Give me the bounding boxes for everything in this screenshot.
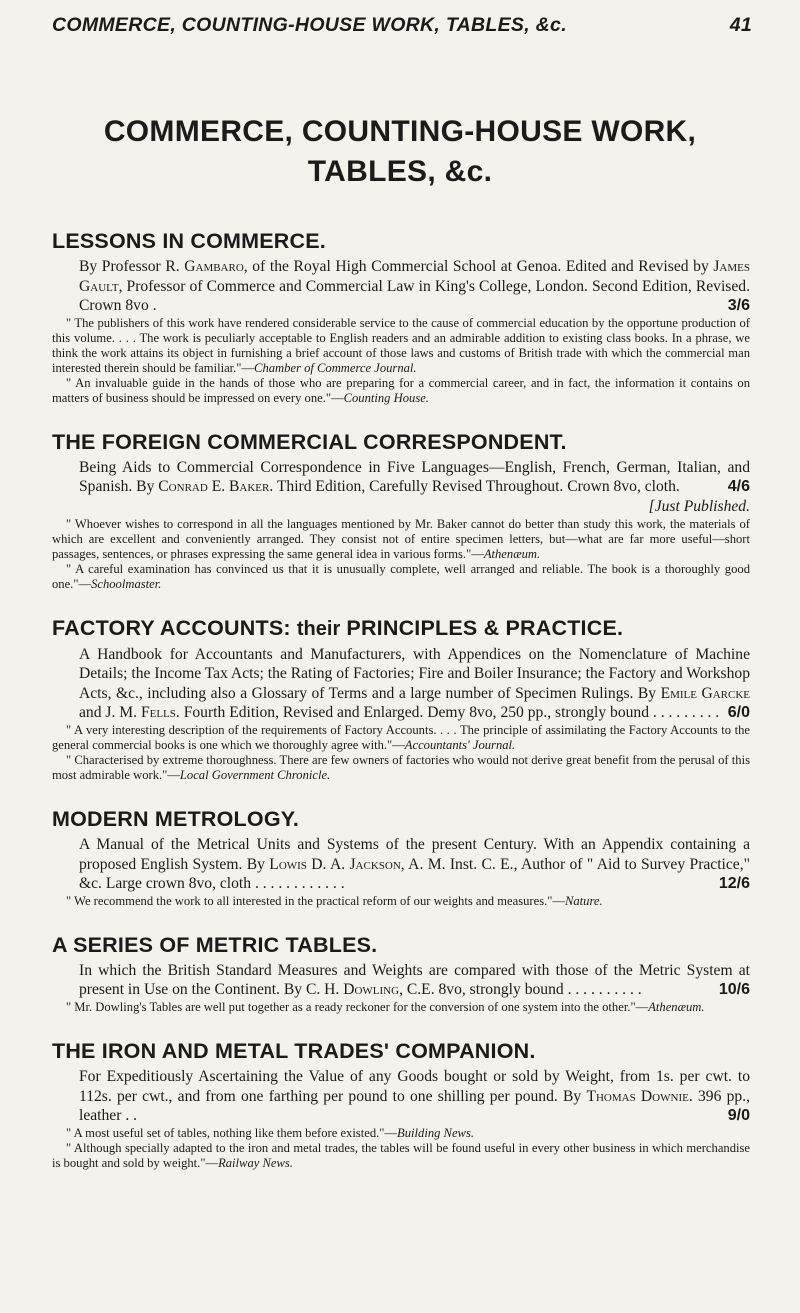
review-quote: " A very interesting description of the requirements of Factory Accounts. . . . The principle of assimilating the Factory Accounts to the general commercial books is one which we thoroughly agree with."—Accountants' Journal. (52, 722, 750, 752)
listing-metric-tables (52, 932, 750, 1015)
review-quote: " Although specially adapted to the iron and metal trades, the tables will be found useful in every other business in which merchandise is bought and sold by weight."—Railway News. (52, 1140, 750, 1170)
review-quote: " A careful examination has convinced us that it is unusually complete, well arranged and reliable. The book is a thoroughly good one."—Schoolmaster. (52, 561, 750, 591)
review-quote: " A most useful set of tables, nothing like them before existed."—Building News. (66, 1125, 474, 1140)
catalogue-listings (52, 228, 750, 1194)
review-source: Chamber of Commerce Journal. (254, 360, 417, 375)
listing-heading: FACTORY ACCOUNTS: their PRINCIPLES & PRACTICE. (52, 615, 624, 640)
price: 6/0 (727, 704, 750, 722)
author-name: Thomas Downie (586, 1087, 689, 1105)
review-source: Athenæum. (648, 999, 705, 1014)
listing-description: In which the British Standard Measures and Weights are compared with those of the Metric System at present in Use on the Continent. By C. H. Dowling, C.E. 8vo, strongly bound . . . . . . . . . . 10/6 (79, 961, 750, 999)
review-quote: " Mr. Dowling's Tables are well put together as a ready reckoner for the conversion of one system into the other."—Athenæum. (66, 999, 705, 1014)
listing-description: By Professor R. Gambaro, of the Royal High Commercial School at Genoa. Edited and Revised by James Gault, Professor of Commerce and Commercial Law in King's College, London. Second Edition, Revised. Crown 8vo . 3/6 (79, 258, 750, 315)
review-source: Building News. (397, 1125, 474, 1140)
review-source: Counting House. (343, 390, 429, 405)
listing-heading: LESSONS IN COMMERCE. (52, 229, 326, 253)
review-source: Railway News. (218, 1155, 293, 1170)
listing-lessons-in-commerce (52, 228, 750, 406)
page-number: 41 (729, 14, 752, 36)
review-quote: " Whoever wishes to correspond in all the languages mentioned by Mr. Baker cannot do better than study this work, the materials of which are excellent and conveniently arranged. They consist not of entire specimen letters, but—what are far more useful—short passages, sentences, or phrases expressing the same general idea in various forms."—Athenæum. (52, 516, 750, 561)
price: 12/6 (718, 875, 750, 893)
author-name: J. M. Fells (105, 704, 176, 722)
review-source: Schoolmaster. (91, 576, 162, 591)
author-name: Gambaro (184, 258, 244, 275)
page-title-line-1: COMMERCE, COUNTING-HOUSE WORK, (103, 115, 697, 148)
review-quote: " The publishers of this work have rendered considerable service to the cause of commercial education by the opportune production of this volume. . . . The work is peculiarly acceptable to English readers and an admirable addition to existing class books. In a phrase, we think the work attains its object in furnishing a brief account of those laws and customs of British trade with which the commercial man interested therein should be familiar."—Chamber of Commerce Journal. (52, 315, 750, 375)
editor-name: James Gault (79, 258, 750, 295)
listing-foreign-commercial-correspondent (52, 429, 750, 592)
listing-iron-and-metal-trades-companion (52, 1038, 750, 1171)
running-head (52, 14, 752, 42)
page-title (0, 112, 800, 192)
author-name: C. H. Dowling (305, 981, 400, 999)
review-quote: " Characterised by extreme thoroughness. There are few owners of factories who would not derive great benefit from the perusal of this most admirable work."—Local Government Chronicle. (52, 752, 750, 782)
author-name: Lowis D. A. Jackson (269, 855, 401, 873)
listing-heading: A SERIES OF METRIC TABLES. (52, 932, 378, 957)
running-head-title: COMMERCE, COUNTING-HOUSE WORK, TABLES, &c. (52, 14, 567, 36)
publication-note: [Just Published. (648, 497, 750, 515)
price: 4/6 (727, 478, 750, 496)
price: 9/0 (727, 1107, 750, 1125)
review-source: Nature. (564, 893, 603, 908)
review-quote: " We recommend the work to all interested in the practical reform of our weights and measures."—Nature. (66, 893, 603, 908)
listing-description: A Manual of the Metrical Units and Systems of the present Century. With an Appendix containing a proposed English System. By Lowis D. A. Jackson, A. M. Inst. C. E., Author of " Aid to Survey Practice," &c. Large crown 8vo, cloth . . . . . . . . . . . . 12/6 (79, 835, 750, 893)
price: 10/6 (718, 981, 750, 999)
author-name: Conrad E. Baker (158, 478, 270, 496)
review-source: Accountants' Journal. (404, 737, 516, 752)
listing-heading: MODERN METROLOGY. (52, 806, 300, 831)
listing-modern-metrology (52, 806, 750, 909)
listing-description: A Handbook for Accountants and Manufacturers, with Appendices on the Nomenclature of Machine Details; the Income Tax Acts; the Rating of Factories; Fire and Boiler Insurance; the Factory and Workshop Acts, &c., including also a Glossary of Terms and a large number of Specimen Rulings. By Emile Garcke and J. M. Fells. Fourth Edition, Revised and Enlarged. Demy 8vo, 250 pp., strongly bound . . . . . . . . . 6/0 (79, 645, 750, 722)
review-quote: " An invaluable guide in the hands of those who are preparing for a commercial career, and in fact, the information it contains on matters of business should be impressed on every one."—Counting House. (52, 375, 750, 405)
listing-heading: THE IRON AND METAL TRADES' COMPANION. (52, 1038, 536, 1063)
review-source: Local Government Chronicle. (179, 767, 331, 782)
listing-description: For Expeditiously Ascertaining the Value of any Goods bought or sold by Weight, from 1s. per cwt. to 112s. per cwt., and from one farthing per pound to one shilling per pound. By Thomas Downie. 396 pp., leather . . 9/0 (79, 1067, 750, 1125)
listing-factory-accounts (52, 615, 750, 783)
price: 3/6 (727, 297, 750, 315)
author-name: Emile Garcke (660, 684, 750, 702)
listing-description: Being Aids to Commercial Correspondence in Five Languages—English, French, German, Italian, and Spanish. By Conrad E. Baker. Third Edition, Carefully Revised Throughout. Crown 8vo, cloth. 4/6 [Just Published. (79, 458, 750, 515)
review-source: Athenæum. (483, 546, 541, 561)
page-title-line-2: TABLES, &c. (307, 155, 493, 188)
listing-heading: THE FOREIGN COMMERCIAL CORRESPONDENT. (52, 429, 567, 454)
